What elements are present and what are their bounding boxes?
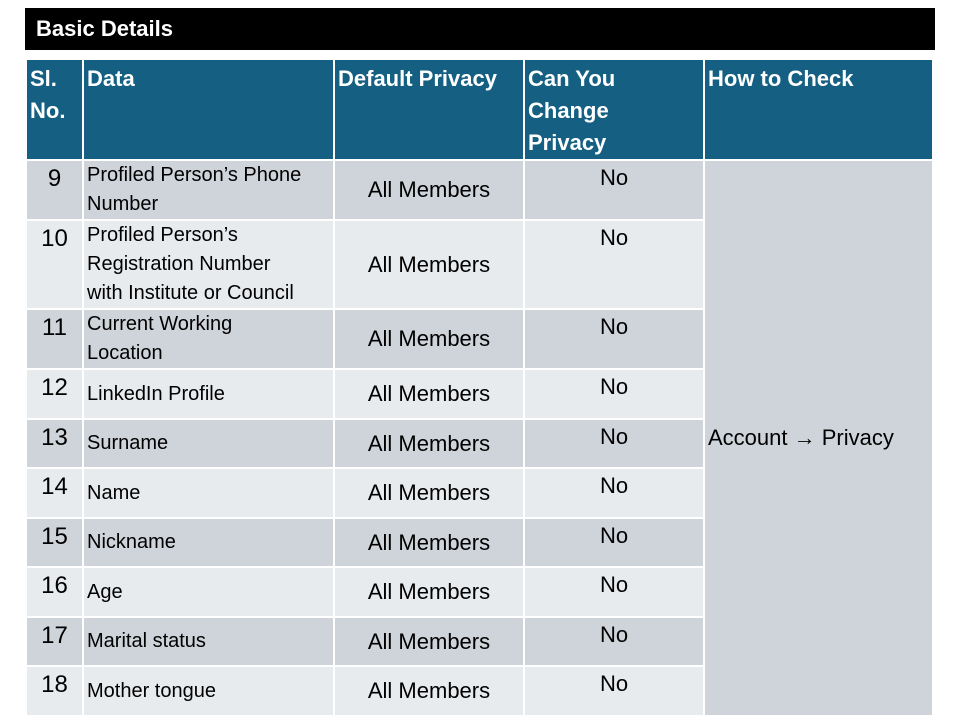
cell-data-line1: Marital status: [87, 630, 206, 652]
cell-data-line1: LinkedIn Profile: [87, 382, 225, 405]
table-row: [26, 160, 933, 220]
header-data: Data: [83, 59, 334, 160]
cell-sl-no: 15: [26, 518, 83, 567]
cell-data: [83, 419, 334, 468]
cell-data: [83, 309, 334, 369]
cell-data-line1: Profiled Person’s Phone: [87, 164, 302, 186]
header-can-change-privacy: [524, 59, 704, 160]
cell-can-change: No: [524, 567, 704, 617]
cell-can-change: No: [524, 666, 704, 716]
section-title: Basic Details: [25, 8, 935, 50]
cell-can-change: No: [524, 468, 704, 518]
cell-can-change: No: [524, 160, 704, 220]
cell-can-change: No: [524, 518, 704, 567]
header-sl-no-line1: Sl.: [30, 66, 57, 91]
header-can-change-line3: Privacy: [528, 130, 607, 155]
cell-data: [83, 369, 334, 419]
cell-default-privacy: All Members: [334, 518, 524, 567]
cell-sl-no: 13: [26, 419, 83, 468]
cell-data-line1: Mother tongue: [87, 679, 216, 702]
cell-default-privacy: All Members: [334, 309, 524, 369]
cell-data: [83, 567, 334, 617]
privacy-table: [25, 58, 934, 717]
header-can-change-line1: Can You: [528, 66, 616, 91]
cell-data-line2: Registration Number: [87, 253, 271, 275]
header-sl-no: [26, 59, 83, 160]
cell-data-line2: Number: [87, 193, 159, 215]
cell-sl-no: 18: [26, 666, 83, 716]
cell-data-line1: Name: [87, 481, 141, 504]
cell-default-privacy: All Members: [334, 666, 524, 716]
cell-can-change: No: [524, 617, 704, 666]
cell-data: [83, 617, 334, 666]
cell-data: [83, 518, 334, 567]
header-sl-no-line2: No.: [30, 98, 66, 123]
cell-data: [83, 160, 334, 220]
cell-data: [83, 220, 334, 309]
cell-default-privacy: All Members: [334, 369, 524, 419]
cell-data-line1: Surname: [87, 432, 169, 454]
header-default-privacy: Default Privacy: [334, 59, 524, 160]
cell-data-line1: Nickname: [87, 531, 176, 553]
header-can-change-line2: Change: [528, 98, 609, 123]
cell-sl-no: 9: [26, 160, 83, 220]
cell-data-line1: Current Working: [87, 313, 233, 335]
cell-data-line2: Location: [87, 342, 163, 364]
cell-sl-no: 11: [26, 309, 83, 369]
table-header-row: [26, 59, 933, 160]
how-to-check-privacy: Privacy: [821, 425, 894, 450]
cell-can-change: No: [524, 220, 704, 309]
cell-default-privacy: All Members: [334, 160, 524, 220]
cell-data-line3: with Institute or Council: [87, 282, 294, 304]
cell-default-privacy: All Members: [334, 220, 524, 309]
cell-how-to-check: [704, 160, 933, 716]
cell-can-change: No: [524, 419, 704, 468]
cell-sl-no: 10: [26, 220, 83, 309]
cell-sl-no: 14: [26, 468, 83, 518]
cell-default-privacy: All Members: [334, 468, 524, 518]
how-to-check-account: Account: [708, 425, 788, 450]
cell-default-privacy: All Members: [334, 419, 524, 468]
arrow-right-icon: →: [793, 425, 816, 450]
cell-data: [83, 468, 334, 518]
cell-sl-no: 17: [26, 617, 83, 666]
cell-can-change: No: [524, 369, 704, 419]
cell-can-change: No: [524, 309, 704, 369]
cell-data: [83, 666, 334, 716]
cell-default-privacy: All Members: [334, 617, 524, 666]
cell-data-line1: Age: [87, 580, 123, 603]
cell-data-line1: Profiled Person’s: [87, 224, 238, 246]
cell-default-privacy: All Members: [334, 567, 524, 617]
cell-sl-no: 12: [26, 369, 83, 419]
header-how-to-check: How to Check: [704, 59, 933, 160]
cell-sl-no: 16: [26, 567, 83, 617]
